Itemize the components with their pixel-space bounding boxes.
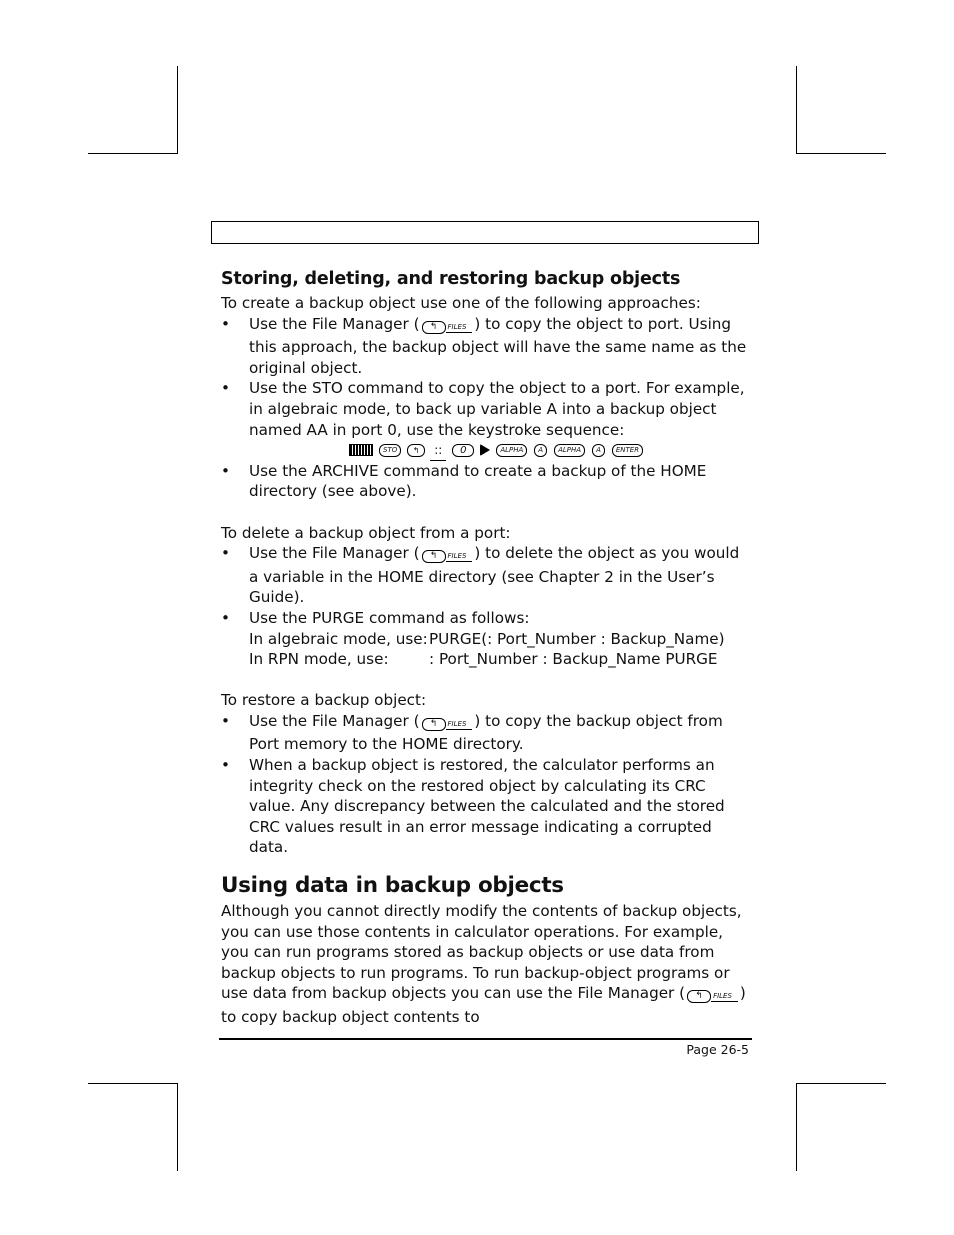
alpha-key-icon: ALPHA xyxy=(496,444,527,457)
keystroke-sequence xyxy=(221,440,751,461)
sto-key-icon: STO xyxy=(379,444,401,457)
item-text: Use the STO command to copy the object to a port. For example, in algebraic mode, to back up variable A into a backup object named AA in port 0, use the keystroke sequence: xyxy=(249,379,745,439)
left-shift-key-icon: ↰ xyxy=(407,444,425,457)
list-item xyxy=(221,378,751,440)
item-text: ) to copy the backup object from Port memory to the HOME directory. xyxy=(249,711,723,754)
item-text: When a backup object is restored, the calculator performs an integrity check on the restored object by calculating its CRC value. Any discrepancy between the calculated and the stored CRC values result in an error message indicating a corrupted data. xyxy=(249,756,725,857)
list-item xyxy=(221,711,751,755)
list-item xyxy=(221,608,751,670)
bullet: • xyxy=(221,756,230,775)
bullet: • xyxy=(221,314,230,333)
bullet: • xyxy=(221,711,230,730)
purge-rpn: In RPN mode, use: : Port_Number : Backup_Name PURGE xyxy=(249,650,718,669)
paragraph: To restore a backup object: xyxy=(221,691,427,710)
restore-list xyxy=(221,711,751,858)
create-list xyxy=(221,314,751,441)
crop-mark xyxy=(88,153,177,154)
crop-mark xyxy=(796,1083,797,1171)
create-list-cont xyxy=(221,461,751,502)
bullet: • xyxy=(221,379,230,398)
section-heading: Storing, deleting, and restoring backup objects xyxy=(221,269,681,289)
files-key-icon: ↰ FILES xyxy=(422,317,473,338)
list-item xyxy=(221,543,751,608)
paragraph: To create a backup object use one of the following approaches: xyxy=(221,294,701,312)
purge-algebraic: In algebraic mode, use: PURGE(: Port_Number : Backup_Name) xyxy=(249,629,725,648)
bullet: • xyxy=(221,461,230,480)
section-heading: Using data in backup objects xyxy=(221,873,564,899)
a-key-icon: A xyxy=(534,444,547,457)
paragraph: Although you cannot directly modify the contents of backup objects, you can use those contents in calculator operations. For example, you can run programs stored as backup objects or use data from backup objects to run programs. To run backup-object programs or use data from backup objects you can use the File Manager ( ↰ FILES ) to copy backup object contents to xyxy=(221,902,746,1026)
header-box xyxy=(211,221,759,244)
item-text: Use the File Manager ( xyxy=(249,711,420,730)
item-text: Use the File Manager ( xyxy=(249,314,420,333)
bullet: • xyxy=(221,608,230,627)
item-text: Use the ARCHIVE command to create a backup of the HOME directory (see above). xyxy=(249,461,707,501)
files-key-icon: ↰ FILES xyxy=(687,986,738,1007)
zero-key-icon: 0 xyxy=(452,444,474,457)
crop-mark xyxy=(177,1083,178,1171)
list-item xyxy=(221,314,751,379)
crop-mark xyxy=(88,1083,177,1084)
delete-list xyxy=(221,543,751,670)
list-item xyxy=(221,755,751,858)
list-item xyxy=(221,461,751,502)
item-text: Use the PURGE command as follows: xyxy=(249,608,530,627)
crop-mark xyxy=(797,153,886,154)
bullet: • xyxy=(221,544,230,563)
files-key-icon: ↰ FILES xyxy=(422,714,473,735)
paragraph: To delete a backup object from a port: xyxy=(221,523,511,542)
colons-key-icon: :: xyxy=(430,440,446,462)
crop-mark xyxy=(177,66,178,154)
page-number: Page 26-5 xyxy=(686,1042,749,1057)
files-key-icon: ↰ FILES xyxy=(422,546,473,567)
a-key-icon: A xyxy=(592,444,605,457)
right-arrow-key-icon xyxy=(480,444,490,456)
item-text: Use the File Manager ( xyxy=(249,544,420,563)
footer-rule xyxy=(219,1038,752,1040)
alpha-key-icon: ALPHA xyxy=(554,444,585,457)
crop-mark xyxy=(796,66,797,154)
crop-mark xyxy=(797,1083,886,1084)
item-text: ) to delete the object as you would a variable in the HOME directory (see Chapter 2 in the User’s Guide). xyxy=(249,544,740,607)
item-text: ) to copy the object to port. Using this approach, the backup object will have the same name as the original object. xyxy=(249,314,747,377)
enter-key-icon: ENTER xyxy=(612,444,643,457)
shift-key-icon xyxy=(349,444,373,456)
page-content xyxy=(221,266,751,1028)
